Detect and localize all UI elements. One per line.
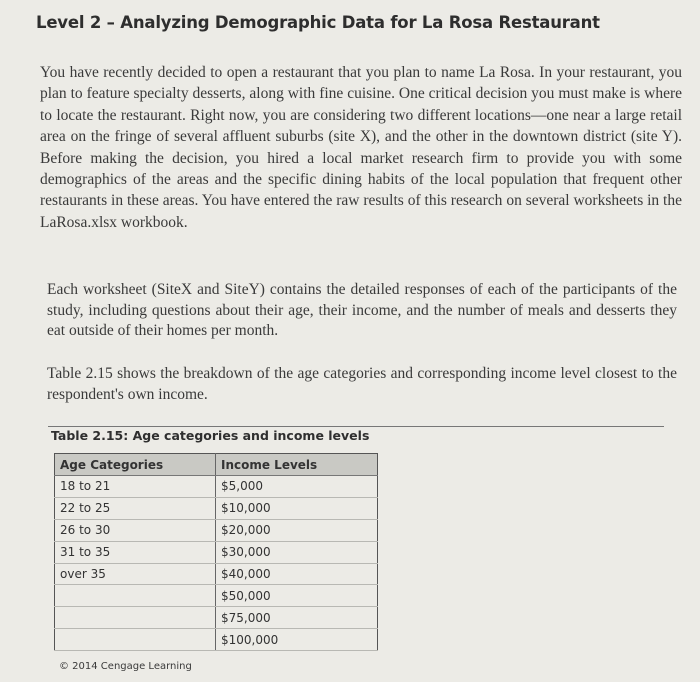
- age-income-table: [54, 453, 378, 651]
- age-cell: 18 to 21: [55, 476, 216, 498]
- age-cell: over 35: [55, 563, 216, 585]
- header-age-categories: Age Categories: [55, 454, 216, 476]
- intro-paragraph: You have recently decided to open a restaurant that you plan to name La Rosa. In your restaurant, you plan to feature specialty desserts, along with fine cuisine. One critical decision you must make is where to locate the restaurant. Right now, you are considering two different locations—one near a large retail area on the fringe of several affluent suburbs (site X), and the other in the downtown district (site Y). Before making the decision, you hired a local market research firm to provide you with some demographics of the areas and the specific dining habits of the local population that frequent other restaurants in these areas. You have entered the raw results of this research on several worksheets in the LaRosa.xlsx workbook.: [40, 64, 682, 231]
- header-income-levels: Income Levels: [216, 454, 378, 476]
- age-cell: [55, 607, 216, 629]
- income-cell: $50,000: [216, 585, 378, 607]
- table-row: [55, 476, 378, 498]
- table-row: [55, 607, 378, 629]
- worksheet-paragraph: Each worksheet (SiteX and SiteY) contains the detailed responses of each of the participants of the study, including questions about their age, their income, and the number of meals and desserts they eat outside of their homes per month.: [47, 281, 677, 339]
- copyright-credit: © 2014 Cengage Learning: [59, 661, 192, 672]
- table-row: [55, 585, 378, 607]
- caption-rule: [48, 426, 664, 427]
- page-title: Level 2 – Analyzing Demographic Data for La Rosa Restaurant: [36, 13, 600, 32]
- age-cell: 22 to 25: [55, 497, 216, 519]
- income-cell: $5,000: [216, 476, 378, 498]
- table-row: [55, 629, 378, 651]
- income-cell: $75,000: [216, 607, 378, 629]
- age-cell: [55, 585, 216, 607]
- table-row: [55, 541, 378, 563]
- table-caption: Table 2.15: Age categories and income levels: [51, 428, 370, 443]
- income-cell: $40,000: [216, 563, 378, 585]
- income-cell: $100,000: [216, 629, 378, 651]
- table-reference-paragraph: Table 2.15 shows the breakdown of the age categories and corresponding income level closest to the respondent's own income.: [47, 365, 677, 403]
- table-row: [55, 497, 378, 519]
- table-header-row: [55, 454, 378, 476]
- age-cell: 31 to 35: [55, 541, 216, 563]
- income-cell: $30,000: [216, 541, 378, 563]
- age-cell: [55, 629, 216, 651]
- table-row: [55, 519, 378, 541]
- age-cell: 26 to 30: [55, 519, 216, 541]
- income-cell: $10,000: [216, 497, 378, 519]
- table-row: [55, 563, 378, 585]
- income-cell: $20,000: [216, 519, 378, 541]
